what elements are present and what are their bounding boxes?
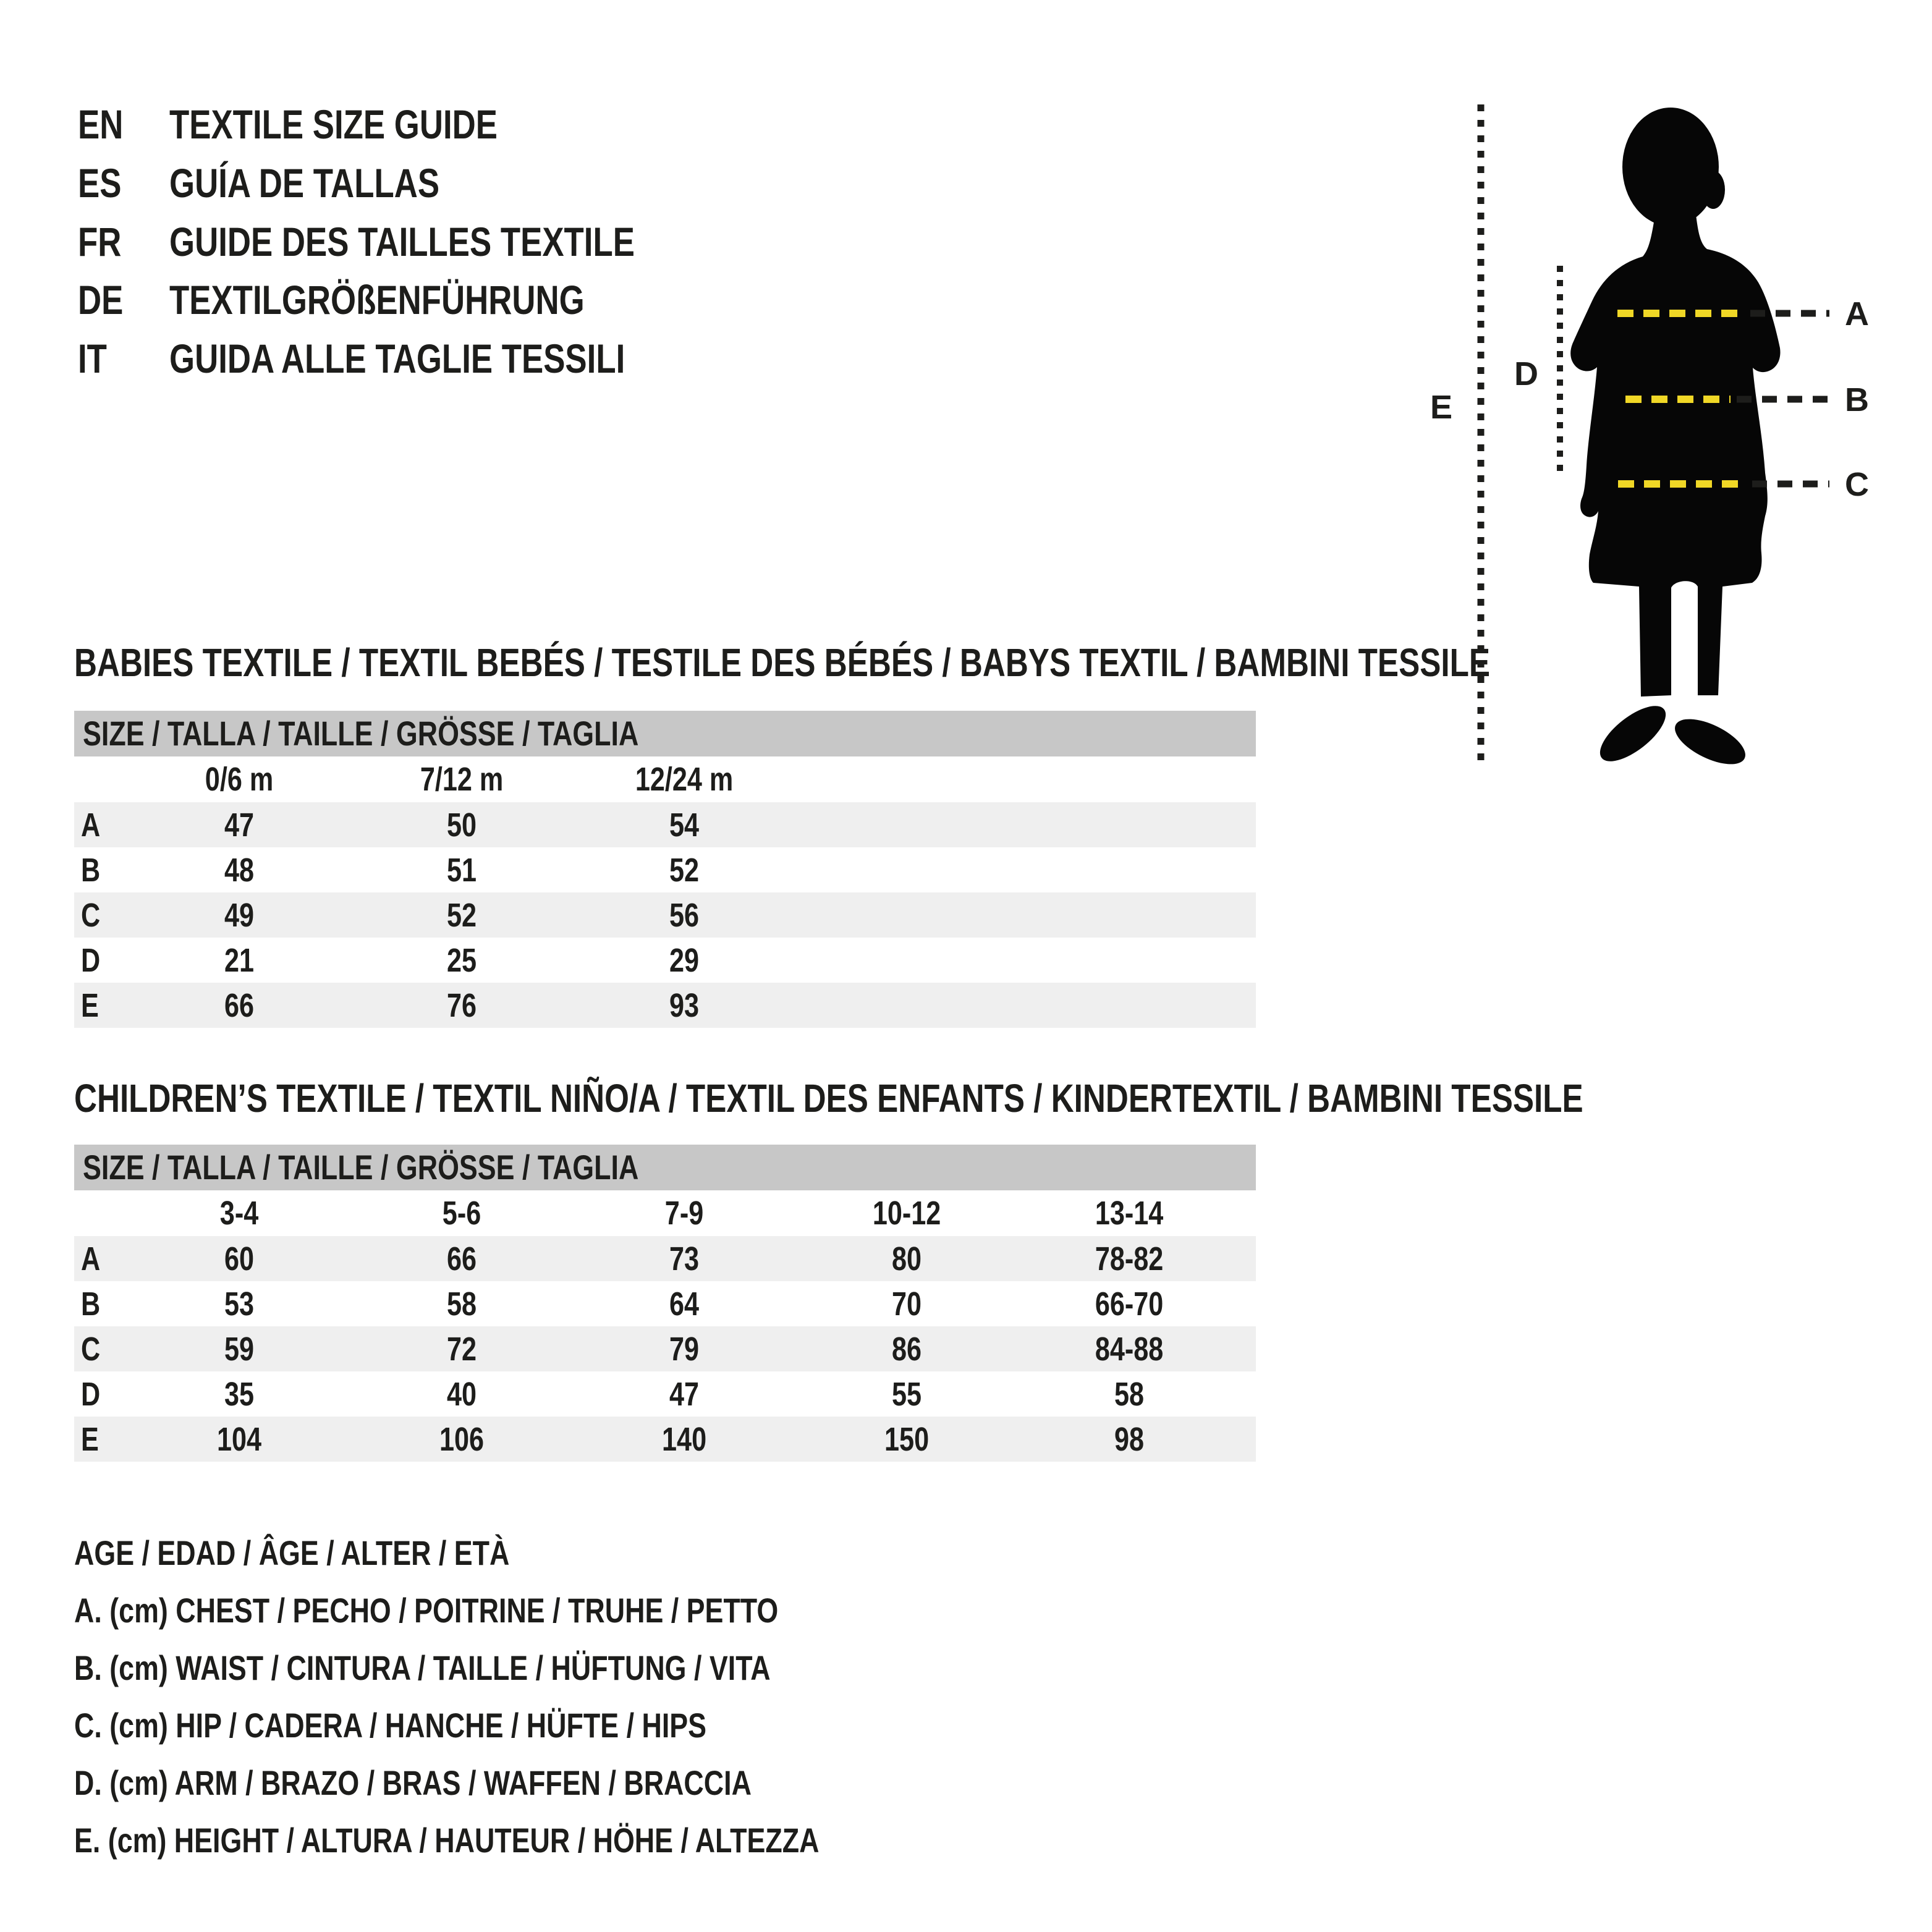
babies-section-title-text: BABIES TEXTILE / TEXTIL BEBÉS / TESTILE DES BÉBÉS / BABYS TEXTIL / BAMBINI TESSILE [74,640,1491,685]
babies-table-header-bar [74,711,1256,756]
table-row: A 60 66 73 80 78-82 [74,1236,1256,1281]
babies-col-0-6m: 0/6 m [205,761,274,798]
lang-title-fr: GUIDE DES TAILLES TEXTILE [169,218,635,265]
lang-row-en [78,101,751,163]
babies-col-12-24m: 12/24 m [635,761,734,798]
row-label: D [81,941,101,979]
lang-code-fr: FR [78,218,122,265]
lang-title-en: TEXTILE SIZE GUIDE [169,101,498,147]
row-label: B [81,851,101,889]
row-label: A [81,1240,101,1277]
table-row: B 48 51 52 [74,847,1256,892]
children-table [74,1190,1256,1462]
children-section-title-text: CHILDREN’S TEXTILE / TEXTIL NIÑO/A / TEXTIL DES ENFANTS / KINDERTEXTIL / BAMBINI TESSILE [74,1076,1583,1121]
babies-table [74,756,1256,1028]
table-row: C 49 52 56 [74,892,1256,938]
table-row: D 35 40 47 55 58 [74,1371,1256,1417]
lang-code-it: IT [78,336,107,381]
babies-col-7-12m: 7/12 m [420,761,504,798]
legend-waist: B. (cm) WAIST / CINTURA / TAILLE / HÜFTUNG / VITA [74,1648,771,1687]
children-col-5-6: 5-6 [442,1195,481,1232]
row-label: E [81,1420,99,1458]
children-column-header-row [74,1190,1256,1236]
table-row: A 47 50 54 [74,802,1256,847]
lang-title-de: TEXTILGRÖßENFÜHRUNG [169,277,585,323]
children-col-10-12: 10-12 [872,1195,941,1232]
lang-row-es [78,159,751,221]
lang-row-fr [78,218,751,280]
lang-code-en: EN [78,101,124,147]
lang-row-it [78,338,751,397]
children-table-header-bar [74,1145,1256,1190]
children-col-13-14: 13-14 [1095,1195,1164,1232]
children-col-7-9: 7-9 [664,1195,704,1232]
legend-age: AGE / EDAD / ÂGE / ALTER / ETÀ [74,1533,510,1572]
row-label: B [81,1285,101,1323]
babies-size-table [74,711,1256,1028]
legend-chest: A. (cm) CHEST / PECHO / POITRINE / TRUHE / PETTO [74,1591,779,1630]
table-row: C 59 72 79 86 84-88 [74,1326,1256,1371]
figure-label-a: A [1845,295,1869,333]
figure-label-e: E [1430,389,1453,426]
table-row: E 104 106 140 150 98 [74,1417,1256,1462]
children-col-3-4: 3-4 [219,1195,259,1232]
lang-title-it: GUIDA ALLE TAGLIE TESSILI [169,336,625,381]
legend-height: E. (cm) HEIGHT / ALTURA / HAUTEUR / HÖHE / ALTEZZA [74,1821,820,1860]
children-corner-cell [74,1190,128,1236]
figure-label-b: B [1845,381,1869,418]
lang-title-es: GUÍA DE TALLAS [169,159,440,206]
legend-arm: D. (cm) ARM / BRAZO / BRAS / WAFFEN / BRACCIA [74,1763,752,1802]
children-size-table [74,1145,1256,1462]
language-title-list [78,101,751,397]
table-row: E 66 76 93 [74,983,1256,1028]
babies-corner-cell [74,756,128,802]
babies-section-title [74,640,1844,685]
figure-label-c: C [1845,466,1869,503]
table-row: B 53 58 64 70 66-70 [74,1281,1256,1326]
lang-code-es: ES [78,159,122,206]
babies-column-header-row [74,756,1256,802]
babies-size-header-text: SIZE / TALLA / TAILLE / GRÖSSE / TAGLIA [83,714,639,753]
row-label: C [81,896,101,934]
row-label: A [81,806,101,844]
row-label: C [81,1330,101,1368]
table-row: D 21 25 29 [74,938,1256,983]
row-label: E [81,986,99,1024]
figure-label-d: D [1514,355,1538,392]
legend-hip: C. (cm) HIP / CADERA / HANCHE / HÜFTE / HIPS [74,1706,707,1745]
measurement-legend [74,1533,1006,1881]
lang-code-de: DE [78,277,124,323]
children-size-header-text: SIZE / TALLA / TAILLE / GRÖSSE / TAGLIA [83,1148,639,1187]
lang-row-de [78,279,751,338]
children-section-title [74,1076,1932,1121]
row-label: D [81,1375,101,1413]
